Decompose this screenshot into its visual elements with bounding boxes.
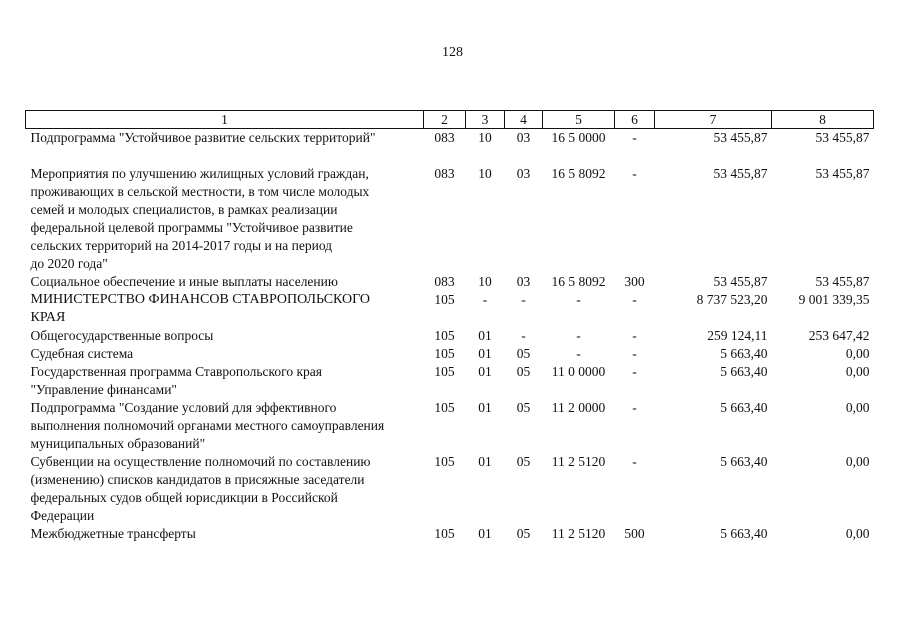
table-row [26,291,874,327]
ministry-code: 105 [434,526,455,541]
table-row [26,363,874,399]
table-row [26,345,874,363]
column-header: 7 [655,111,772,129]
target-item-code: 11 2 5120 [551,454,606,469]
amount-year-1: 5 663,40 [720,526,768,541]
table-row [26,165,874,273]
table-row [26,453,874,525]
column-header: 8 [772,111,874,129]
ministry-code: 083 [434,166,455,181]
target-item-code: - [576,292,581,307]
ministry-code: 083 [434,274,455,289]
row-name: Государственная программа Ставропольского края "Управление финансами" [30,364,322,397]
column-header: 5 [543,111,615,129]
row-name: Межбюджетные трансферты [30,526,196,541]
amount-year-2: 53 455,87 [815,166,870,181]
target-item-code: 16 5 8092 [551,274,606,289]
section-code: 01 [478,364,492,379]
section-code: 01 [478,526,492,541]
section-code: 01 [478,328,492,343]
expense-type-code: - [632,346,637,361]
expense-type-code: - [632,166,637,181]
ministry-code: 105 [434,454,455,469]
row-name: Субвенции на осуществление полномочий по составлению (изменению) списков кандидатов в присяжные заседатели федеральных судов общей юрисдикции в Российской Федерации [30,454,371,523]
table-row [26,129,874,166]
amount-year-2: 253 647,42 [808,328,870,343]
target-item-code: 11 2 0000 [551,400,606,415]
amount-year-1: 8 737 523,20 [696,292,768,307]
column-header: 1 [26,111,424,129]
column-header: 4 [505,111,543,129]
amount-year-1: 53 455,87 [713,166,768,181]
amount-year-2: 0,00 [845,454,870,469]
table-row [26,525,874,543]
section-code: 01 [478,454,492,469]
amount-year-2: 0,00 [845,400,870,415]
page-number: 128 [442,45,463,60]
row-name: Мероприятия по улучшению жилищных условий граждан, проживающих в сельской местности, в том числе молодых семей и молодых специалистов, в рамках реализации федеральной целевой программы "Устойчивое развитие сельских территорий на 2014-2017 годы и на период до 2020 года" [30,166,370,271]
subsection-code: 05 [516,526,531,541]
amount-year-2: 0,00 [845,526,870,541]
expense-type-code: - [632,400,637,415]
column-header: 6 [615,111,655,129]
section-code: 10 [478,166,492,181]
budget-table [25,110,874,543]
amount-year-1: 5 663,40 [720,364,768,379]
expense-type-code: - [632,292,637,307]
table-row [26,327,874,345]
row-name: Подпрограмма "Устойчивое развитие сельских территорий" [30,130,376,145]
amount-year-1: 53 455,87 [713,274,768,289]
ministry-code: 105 [434,346,455,361]
amount-year-1: 5 663,40 [720,454,768,469]
row-name: МИНИСТЕРСТВО ФИНАНСОВ СТАВРОПОЛЬСКОГО КРАЯ [30,292,371,325]
ministry-code: 105 [434,328,455,343]
section-code: 01 [478,346,492,361]
table-row [26,399,874,453]
row-name: Подпрограмма "Создание условий для эффективного выполнения полномочий органами местного самоуправления муниципальных образований" [30,400,385,451]
amount-year-1: 259 124,11 [707,328,768,343]
subsection-code: - [521,328,526,343]
ministry-code: 105 [434,400,455,415]
section-code: 10 [478,274,492,289]
amount-year-2: 9 001 339,35 [798,292,870,307]
subsection-code: 03 [516,166,531,181]
amount-year-1: 5 663,40 [720,400,768,415]
row-name: Социальное обеспечение и иные выплаты населению [30,274,338,289]
row-name: Общегосударственные вопросы [30,328,214,343]
ministry-code: 083 [434,130,455,145]
subsection-code: 05 [516,346,531,361]
expense-type-code: - [632,454,637,469]
subsection-code: 03 [516,274,531,289]
expense-type-code: 300 [624,274,645,289]
subsection-code: 05 [516,364,531,379]
row-name: Судебная система [30,346,134,361]
amount-year-1: 53 455,87 [713,130,768,145]
expense-type-code: - [632,130,637,145]
expense-type-code: - [632,364,637,379]
column-header: 3 [466,111,505,129]
target-item-code: - [576,328,581,343]
target-item-code: 16 5 8092 [551,166,606,181]
table-row [26,273,874,291]
section-code: 10 [478,130,492,145]
subsection-code: 05 [516,454,531,469]
amount-year-2: 0,00 [845,364,870,379]
target-item-code: 11 2 5120 [551,526,606,541]
expense-type-code: - [632,328,637,343]
subsection-code: - [521,292,526,307]
amount-year-2: 0,00 [845,346,870,361]
target-item-code: 11 0 0000 [551,364,606,379]
section-code: - [482,292,488,307]
column-header: 2 [424,111,466,129]
target-item-code: - [576,346,581,361]
ministry-code: 105 [434,364,455,379]
amount-year-2: 53 455,87 [815,274,870,289]
target-item-code: 16 5 0000 [551,130,606,145]
subsection-code: 05 [516,400,531,415]
header-row [26,111,874,129]
amount-year-2: 53 455,87 [815,130,870,145]
amount-year-1: 5 663,40 [720,346,768,361]
ministry-code: 105 [434,292,455,307]
expense-type-code: 500 [624,526,645,541]
section-code: 01 [478,400,492,415]
subsection-code: 03 [516,130,531,145]
